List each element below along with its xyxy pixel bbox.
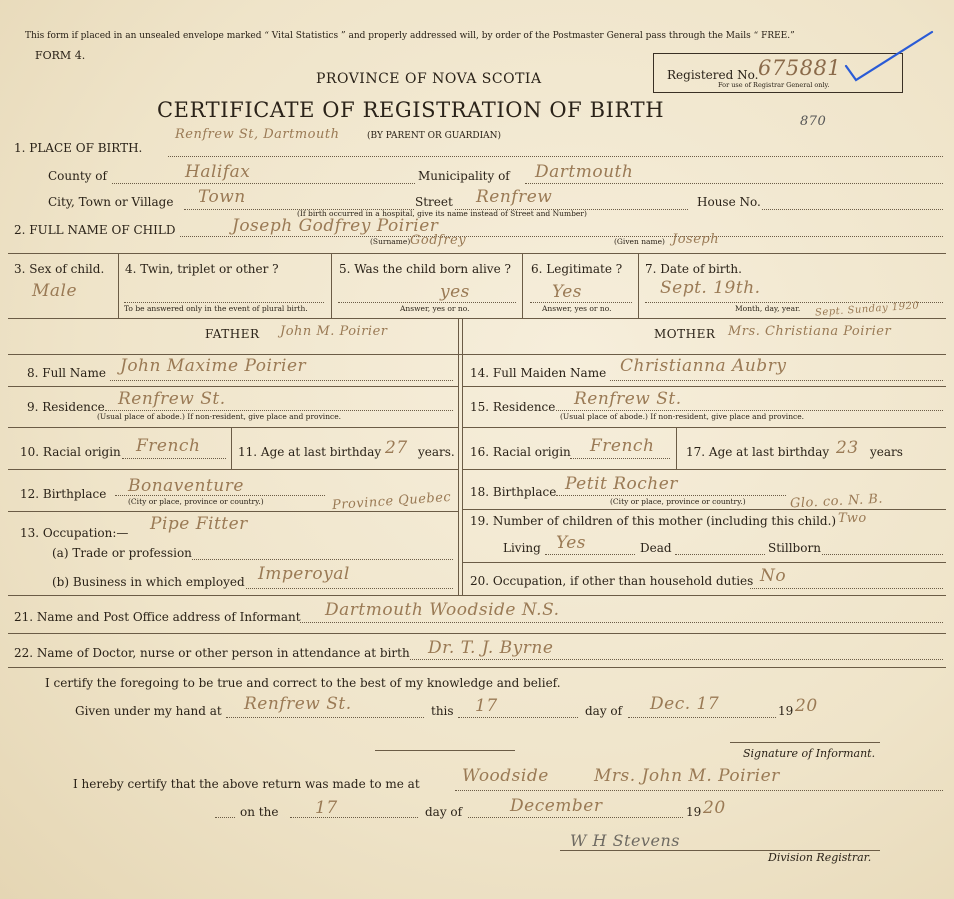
- county-value: Halifax: [185, 162, 251, 182]
- given-month-value: Dec. 17: [650, 694, 720, 714]
- city-label: City, Town or Village: [48, 195, 174, 209]
- full-name-value: Joseph Godfrey Poirier: [232, 216, 439, 236]
- day-of-label: day of: [585, 704, 623, 718]
- dob-note-label: Month, day, year.: [735, 304, 801, 313]
- signature-informant-label: Signature of Informant.: [743, 747, 876, 760]
- mother-res-value: Renfrew St.: [574, 389, 682, 409]
- surname-note: (Surname): [370, 237, 411, 246]
- father-race-label: 10. Racial origin: [20, 445, 121, 459]
- father-header-name: John M. Poirier: [280, 324, 388, 339]
- legitimate-value: Yes: [552, 282, 583, 302]
- full-name-label: 2. FULL NAME OF CHILD: [14, 223, 176, 237]
- certificate-title: CERTIFICATE OF REGISTRATION OF BIRTH: [157, 98, 665, 122]
- dob-value: Sept. 19th.: [660, 278, 761, 298]
- dead-label: Dead: [640, 541, 672, 555]
- father-business-value: Imperoyal: [258, 564, 350, 584]
- father-age-label: 11. Age at last birthday: [238, 445, 382, 459]
- father-heading: FATHER: [205, 327, 260, 341]
- registered-number: 675881: [758, 56, 842, 80]
- legitimate-note: Answer, yes or no.: [542, 304, 612, 313]
- registrar-use-note: For use of Registrar General only.: [718, 81, 830, 89]
- father-res-value: Renfrew St.: [118, 389, 226, 409]
- given-year-value: 20: [795, 696, 818, 716]
- mother-name-value: Christianna Aubry: [620, 356, 787, 376]
- sex-value: Male: [32, 281, 78, 301]
- father-age-value: 27: [385, 438, 408, 458]
- twin-label: 4. Twin, triplet or other ?: [125, 262, 279, 276]
- father-age-years: years.: [418, 445, 455, 459]
- father-res-label: 9. Residence: [27, 400, 105, 414]
- dob-label: 7. Date of birth.: [645, 262, 742, 276]
- mother-header-name: Mrs. Christiana Poirier: [728, 324, 892, 339]
- municipality-label: Municipality of: [418, 169, 510, 183]
- registered-label: Registered No.: [667, 68, 759, 82]
- father-res-note: (Usual place of abode.) If non-resident, give place and province.: [97, 412, 342, 421]
- blue-check-mark-icon: [842, 26, 937, 86]
- title-subheading: (BY PARENT OR GUARDIAN): [367, 131, 502, 141]
- place-of-birth-label: 1. PLACE OF BIRTH.: [14, 141, 143, 155]
- division-registrar-label: Division Registrar.: [768, 851, 872, 864]
- living-label: Living: [503, 541, 541, 555]
- mother-age-years: years: [870, 445, 903, 459]
- mother-res-label: 15. Residence: [470, 400, 556, 414]
- given-at-value: Renfrew St.: [244, 694, 352, 714]
- municipality-value: Dartmouth: [535, 162, 634, 182]
- surname-value: Godfrey: [410, 233, 467, 248]
- hereby-text: I hereby certify that the above return was made to me at: [73, 777, 420, 791]
- doctor-label: 22. Name of Doctor, nurse or other person in attendance at birth: [14, 646, 410, 660]
- mother-bp-note: (City or place, province or country.): [610, 497, 746, 506]
- mother-race-value: French: [590, 436, 655, 456]
- given-name-value: Joseph: [672, 232, 720, 247]
- stillborn-label: Stillborn: [768, 541, 821, 555]
- certify-text: I certify the foregoing to be true and correct to the best of my knowledge and belief.: [45, 676, 561, 690]
- children-value: Two: [838, 511, 867, 526]
- mother-bp-value: Petit Rocher: [565, 474, 678, 494]
- informant-label: 21. Name and Post Office address of Informant: [14, 610, 301, 624]
- doctor-value: Dr. T. J. Byrne: [428, 638, 554, 658]
- father-bp-note: (City or place, province or country.): [128, 497, 264, 506]
- sex-label: 3. Sex of child.: [14, 262, 105, 276]
- stamp-number: 870: [800, 114, 827, 129]
- mother-bp-province: Glo. co. N. B.: [789, 491, 884, 512]
- living-value: Yes: [556, 533, 587, 553]
- registrar-signature-value: W H Stevens: [570, 831, 680, 850]
- born-alive-label: 5. Was the child born alive ?: [339, 262, 511, 276]
- born-alive-note: Answer, yes or no.: [400, 304, 470, 313]
- father-race-value: French: [136, 436, 201, 456]
- place-of-birth-value: Renfrew St, Dartmouth: [175, 127, 340, 142]
- mother-name-label: 14. Full Maiden Name: [470, 366, 607, 380]
- father-name-value: John Maxime Poirier: [120, 356, 307, 376]
- father-name-label: 8. Full Name: [27, 366, 106, 380]
- father-bp-label: 12. Birthplace: [20, 487, 107, 501]
- given-day-value: 17: [475, 696, 498, 716]
- trade-label: (a) Trade or profession: [52, 546, 192, 560]
- father-occ-value: Pipe Fitter: [150, 514, 248, 534]
- street-label: Street: [415, 195, 453, 209]
- city-value: Town: [198, 187, 246, 207]
- twin-note: To be answered only in the event of plural birth.: [124, 304, 308, 313]
- year-prefix-label-2: 19: [686, 805, 702, 819]
- informant-signature-value: Mrs. John M. Poirier: [594, 766, 780, 786]
- this-label: this: [431, 704, 454, 718]
- mother-age-label: 17. Age at last birthday: [686, 445, 830, 459]
- mother-occ-value: No: [760, 566, 787, 586]
- day-of-label-2: day of: [425, 805, 463, 819]
- father-bp-province: Province Quebec: [331, 489, 452, 514]
- dob-annotation: Sept. Sunday 1920: [814, 300, 920, 319]
- on-the-label: on the: [240, 805, 279, 819]
- informant-value: Dartmouth Woodside N.S.: [325, 600, 560, 620]
- hospital-note: (If birth occurred in a hospital, give its name instead of Street and Number): [297, 209, 587, 218]
- received-month-value: December: [510, 796, 603, 816]
- mother-res-note: (Usual place of abode.) If non-resident, give place and province.: [560, 412, 805, 421]
- given-under-label: Given under my hand at: [75, 704, 222, 718]
- received-year-value: 20: [703, 798, 726, 818]
- postal-notice: This form if placed in an unsealed envelope marked “ Vital Statistics ” and properly addressed will, by order of the Postmaster General pass through the Mails “ FREE.”: [25, 31, 795, 41]
- received-at-value: Woodside: [462, 766, 549, 786]
- received-day-value: 17: [315, 798, 338, 818]
- mother-occ-label: 20. Occupation, if other than household duties: [470, 574, 754, 588]
- legitimate-label: 6. Legitimate ?: [531, 262, 623, 276]
- mother-bp-label: 18. Birthplace: [470, 485, 557, 499]
- father-occ-label: 13. Occupation:—: [20, 526, 129, 540]
- mother-age-value: 23: [836, 438, 859, 458]
- province-heading: PROVINCE OF NOVA SCOTIA: [316, 71, 542, 87]
- year-prefix-label: 19: [778, 704, 794, 718]
- house-label: House No.: [697, 195, 761, 209]
- form-number: FORM 4.: [35, 49, 86, 62]
- father-bp-value: Bonaventure: [128, 476, 244, 496]
- given-name-note: (Given name): [614, 237, 665, 246]
- children-label: 19. Number of children of this mother (including this child.): [470, 514, 837, 528]
- county-label: County of: [48, 169, 107, 183]
- mother-heading: MOTHER: [654, 327, 716, 341]
- street-value: Renfrew: [476, 187, 553, 207]
- born-alive-value: yes: [440, 282, 470, 302]
- mother-race-label: 16. Racial origin: [470, 445, 571, 459]
- business-label: (b) Business in which employed: [52, 575, 245, 589]
